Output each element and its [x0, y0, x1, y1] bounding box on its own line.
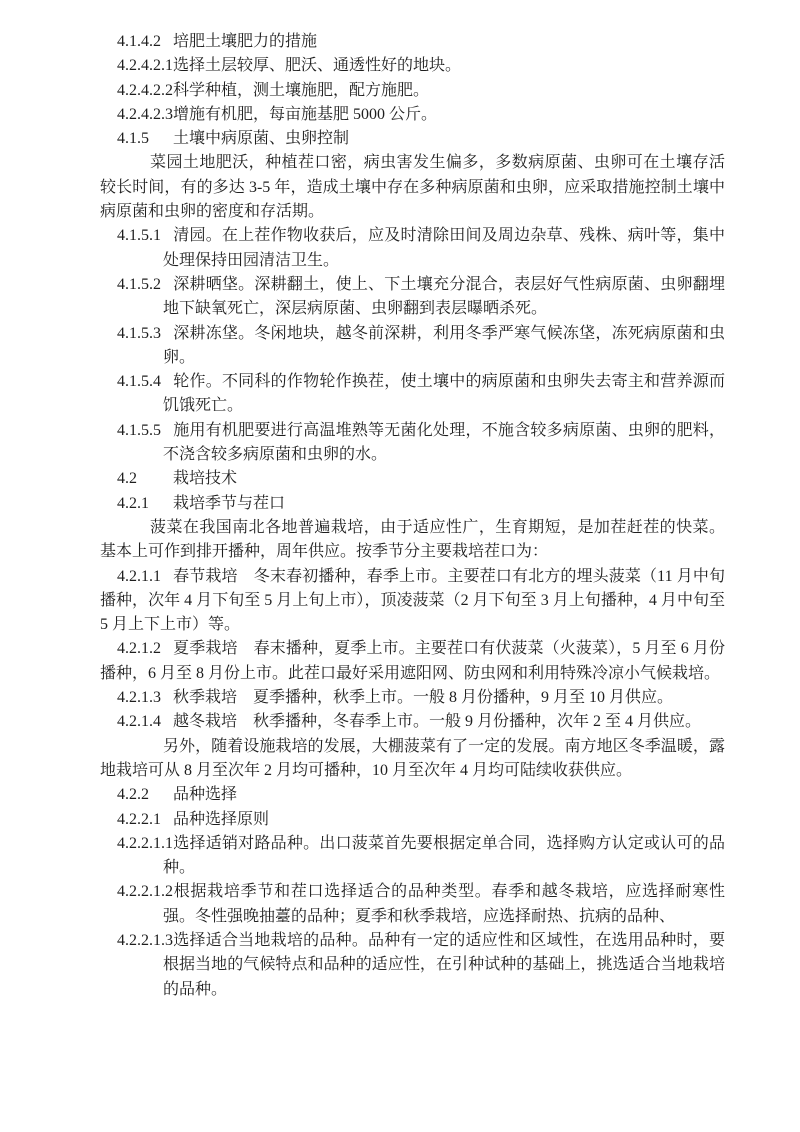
- clause-number: 4.2.1.2: [117, 640, 161, 658]
- clause-number: 4.1.5: [117, 130, 149, 148]
- clause-4.2.2.1: [100, 808, 725, 832]
- clause-number: 4.2.4.2.2: [117, 81, 173, 99]
- clause-4.2.1: [100, 492, 725, 516]
- clause-text: 土壤中病原菌、虫卵控制: [173, 130, 350, 148]
- clause-text: 春节栽培 冬末春初播种，春季上市。主要茬口有北方的埋头菠菜（11 月中旬播种，次年 4 月下旬至 5 月上旬上市），顶凌菠菜（2 月下旬至 3 月上旬播种，4 月中旬至 5 月上下上市）等。: [100, 567, 725, 634]
- clause-text: 培肥土壤肥力的措施: [173, 33, 318, 50]
- clause-number: 4.2: [117, 470, 137, 488]
- clause-4.1.5.4: [100, 370, 725, 419]
- clause-text: 科学种植，测土壤施肥，配方施肥。: [173, 81, 430, 99]
- clause-4.2.2: [100, 783, 725, 807]
- clause-number: 4.2.2.1.2: [117, 883, 173, 901]
- clause-4.2.4.2.3: [100, 103, 725, 127]
- clause-number: 4.2.1.1: [117, 567, 161, 585]
- clause-4.1.5.2: [100, 273, 725, 322]
- clause-4.1.4.2: [100, 30, 725, 54]
- clause-text: 品种选择: [173, 786, 238, 804]
- clause-4.1.5: [100, 127, 725, 151]
- clause-text: 施用有机肥要进行高温堆熟等无菌化处理，不施含较多病原菌、虫卵的肥料，不浇含较多病原菌和虫卵的水。: [163, 421, 725, 464]
- clause-text: 夏季栽培 春末播种，夏季上市。主要茬口有伏菠菜（火菠菜），5 月至 6 月份播种，6 月至 8 月份上市。此茬口最好采用遮阳网、防虫网和利用特殊冷凉小气候栽培。: [100, 640, 725, 682]
- clause-text: 越冬栽培 秋季播种，冬春季上市。一般 9 月份播种，次年 2 至 4 月供应。: [173, 713, 702, 731]
- clause-text: 品种选择原则: [173, 810, 270, 828]
- clause-text: 菠菜在我国南北各地普遍栽培，由于适应性广，生育期短，是加茬赶茬的快菜。基本上可作到排开播种，周年供应。按季节分主要栽培茬口为：: [100, 518, 725, 561]
- clause-text: 选择土层较厚、肥沃、通透性好的地块。: [173, 57, 462, 75]
- clause-text: 栽培技术: [173, 470, 238, 488]
- clause-4.2.1.2: [100, 637, 725, 686]
- clause-4.2.4.2.1: [100, 54, 725, 78]
- clause-text: 秋季栽培 夏季播种，秋季上市。一般 8 月份播种，9 月至 10 月供应。: [173, 689, 674, 707]
- clause-number: 4.1.5.2: [117, 275, 161, 293]
- clause-number: 4.1.4.2: [117, 33, 161, 50]
- clause-number: 4.2.4.2.1: [117, 57, 173, 75]
- clause-text: 另外，随着设施栽培的发展，大棚菠菜有了一定的发展。南方地区冬季温暖，露地栽培可从 8 月至次年 2 月均可播种，10 月至次年 4 月均可陆续收获供应。: [100, 737, 725, 779]
- document-body: [100, 30, 725, 1002]
- clause-text: 菜园土地肥沃，种植茬口密，病虫害发生偏多，多数病原菌、虫卵可在土壤存活较长时间，有的多达 3-5 年，造成土壤中存在多种病原菌和虫卵，应采取措施控制土壤中病原菌和虫卵的密度和存活期。: [100, 154, 725, 221]
- clause-4.2.2.1.3: [100, 929, 725, 1002]
- clause-text: 轮作。不同科的作物轮作换茬，使土壤中的病原菌和虫卵失去寄主和营养源而饥饿死亡。: [163, 373, 725, 415]
- clause-number: 4.2.2: [117, 786, 149, 804]
- clause-4.2.2.1.1: [100, 832, 725, 881]
- clause-text: 选择适销对路品种。出口菠菜首先要根据定单合同，选择购方认定或认可的品种。: [163, 834, 725, 877]
- clause-number: 4.1.5.1: [117, 227, 161, 245]
- clause-4.1.5.5: [100, 419, 725, 468]
- body-paragraph: [100, 516, 725, 565]
- clause-text: 根据栽培季节和茬口选择适合的品种类型。春季和越冬栽培，应选择耐寒性强。冬性强晚抽薹的品种；夏季和秋季栽培，应选择耐热、抗病的品种、: [163, 883, 725, 925]
- clause-number: 4.2.2.1.1: [117, 834, 173, 852]
- clause-number: 4.2.1: [117, 494, 149, 512]
- body-paragraph: [100, 735, 725, 784]
- clause-4.2.2.1.2: [100, 880, 725, 929]
- clause-number: 4.2.2.1.3: [117, 931, 173, 949]
- clause-text: 增施有机肥，每亩施基肥 5000 公斤。: [173, 105, 438, 123]
- clause-text: 深耕冻垡。冬闲地块，越冬前深耕，利用冬季严寒气候冻垡，冻死病原菌和虫卵。: [163, 324, 725, 366]
- clause-4.2.4.2.2: [100, 79, 725, 103]
- clause-text: 栽培季节与茬口: [173, 494, 286, 512]
- clause-text: 清园。在上茬作物收获后，应及时清除田间及周边杂草、残株、病叶等，集中处理保持田园清洁卫生。: [163, 227, 725, 269]
- clause-number: 4.2.1.4: [117, 713, 161, 731]
- clause-number: 4.1.5.3: [117, 324, 161, 342]
- clause-number: 4.2.1.3: [117, 689, 161, 707]
- clause-text: 选择适合当地栽培的品种。品种有一定的适应性和区域性，在选用品种时，要根据当地的气候特点和品种的适应性，在引种试种的基础上，挑选适合当地栽培的品种。: [163, 931, 725, 998]
- clause-text: 深耕晒垡。深耕翻土，使上、下土壤充分混合，表层好气性病原菌、虫卵翻埋地下缺氧死亡，深层病原菌、虫卵翻到表层曝晒杀死。: [163, 275, 725, 318]
- clause-4.2.1.1: [100, 565, 725, 638]
- clause-4.2: [100, 467, 725, 491]
- clause-number: 4.2.2.1: [117, 810, 161, 828]
- clause-number: 4.1.5.5: [117, 421, 161, 439]
- clause-number: 4.2.4.2.3: [117, 105, 173, 123]
- body-paragraph: [100, 151, 725, 224]
- clause-4.1.5.1: [100, 224, 725, 273]
- clause-4.1.5.3: [100, 322, 725, 371]
- clause-4.2.1.3: [100, 686, 725, 710]
- clause-4.2.1.4: [100, 710, 725, 734]
- clause-number: 4.1.5.4: [117, 373, 161, 391]
